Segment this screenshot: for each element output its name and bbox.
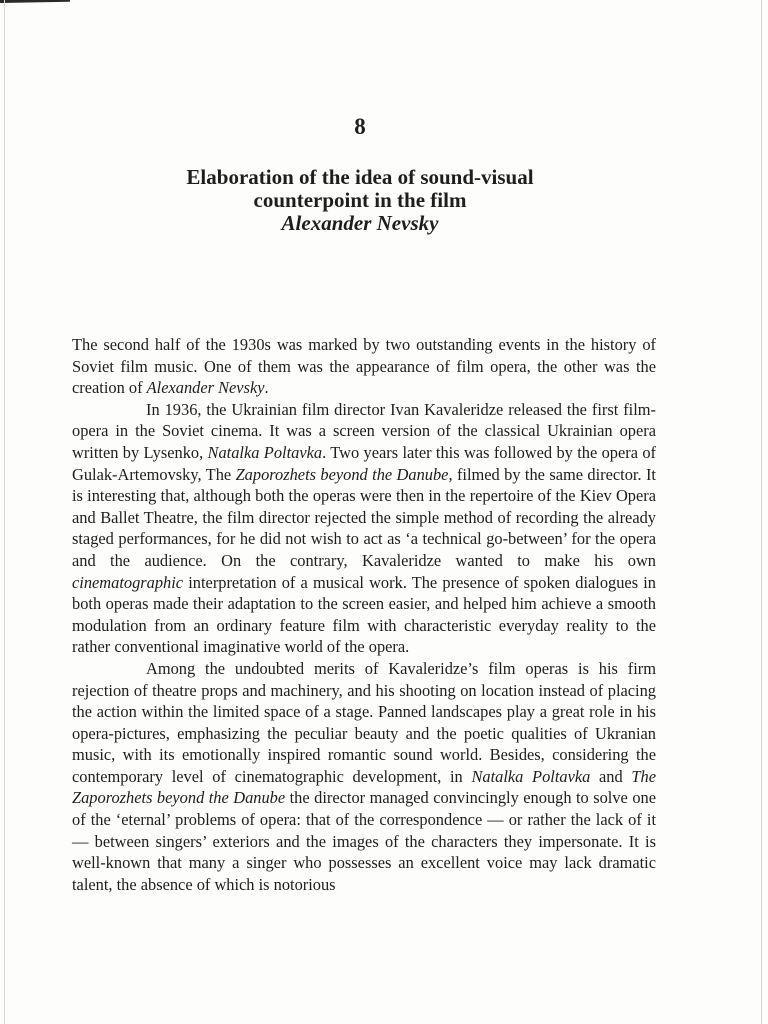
paragraph-1 [72, 334, 656, 399]
paragraph-1-text-a: The second half of the 1930s was marked by two outstanding events in the history of Soviet film music. One of them was the appearance of film opera, the other was the creation of [72, 335, 656, 398]
paragraph-1-text-b: . [264, 378, 269, 398]
chapter-number: 8 [354, 114, 366, 139]
chapter-title-film-name: Alexander Nevsky [281, 211, 439, 235]
paragraph-3-italic-a: Natalka Poltavka [471, 766, 591, 786]
body-text [72, 334, 656, 895]
paragraph-3-text-b: and [590, 766, 632, 786]
paragraph-2-text-c: , filmed by the same director. It is interesting that, although both the operas were then in the repertoire of the Kiev Opera and Ballet Theatre, the film director rejected the simple method of recording the already staged performances, for he did not wish to act as ‘a technical go-between’ for the opera and the audience. On the contrary, Kavaleridze wanted to make his own [72, 464, 656, 570]
paragraph-2-text-b: . Two years later this was followed by the opera of Gulak-Artemovsky, The [72, 442, 656, 484]
chapter-title-line-1: Elaboration of the idea of sound-visual [186, 165, 534, 189]
paragraph-2-text-a: In 1936, the Ukrainian film director Ivan Kavaleridze released the first film-opera in the Soviet cinema. It was a screen version of the classical Ukrainian opera written by Lysenko, [72, 399, 656, 462]
chapter-title [0, 166, 720, 235]
chapter-title-line-2: counterpoint in the film [253, 188, 467, 212]
paragraph-3 [72, 658, 656, 896]
paragraph-2-italic-c: cinematographic [72, 572, 184, 592]
paragraph-2 [72, 399, 656, 658]
paragraph-3-text-a: Among the undoubted merits of Kavaleridze’s film operas is his firm rejection of theatre props and machinery, and his shooting on location instead of placing the action within the limited space of a stage. Panned landscapes play a great role in his opera-pictures, emphasizing the peculiar beauty and the poetic qualities of Ukranian music, with its emotionally inspired romantic sound world. Besides, considering the contemporary level of cinematographic development, in [72, 658, 656, 786]
paragraph-2-italic-a: Natalka Poltavka [207, 442, 323, 462]
paragraph-2-italic-b: Zaporozhets beyond the Danube [235, 464, 449, 484]
paragraph-3-italic-b: The Zaporozhets beyond the Danube [72, 766, 656, 808]
paragraph-3-text-c: the director managed convincingly enough to solve one of the ‘eternal’ problems of opera: that of the correspondence — or rather the lack of it — between singers’ exteriors and the images of the characters they impersonate. It is well-known that many a singer who possesses an excellent voice may lack dramatic talent, the absence of which is notorious [72, 788, 656, 894]
paragraph-2-text-d: interpretation of a musical work. The presence of spoken dialogues in both operas made their adaptation to the screen easier, and helped him achieve a smooth modulation from an ordinary feature film with characteristic everyday reality to the rather conventional imaginative world of the opera. [72, 572, 656, 657]
paragraph-1-italic-a: Alexander Nevsky [146, 378, 265, 398]
